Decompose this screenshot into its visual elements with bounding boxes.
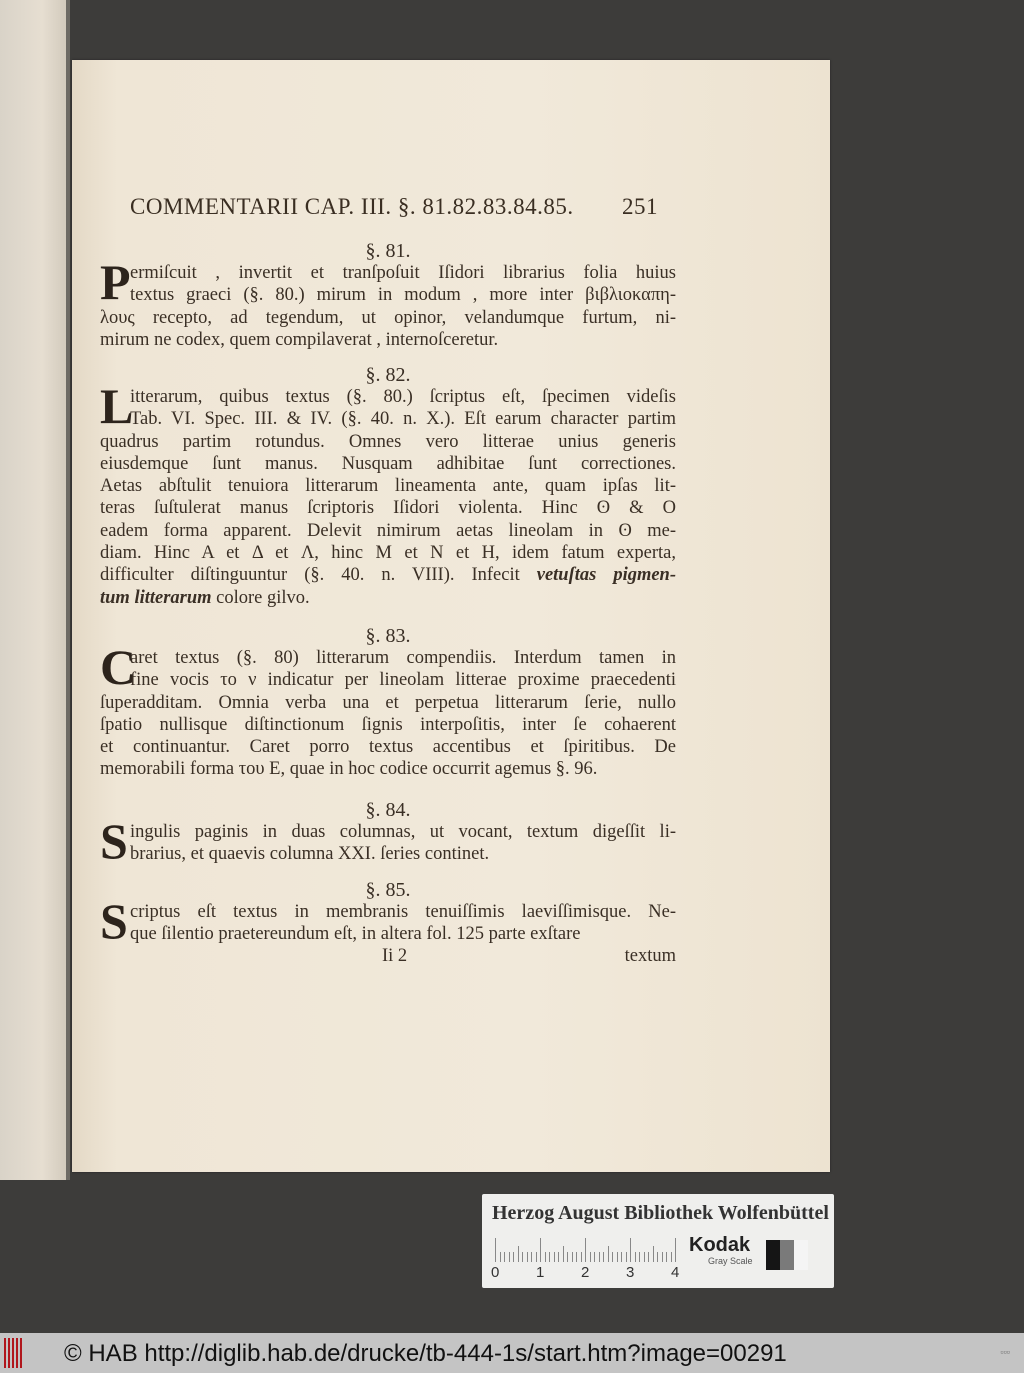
ruler-tick (594, 1252, 595, 1262)
copyright-url[interactable]: © HAB http://diglib.hab.de/drucke/tb-444-1s/start.htm?image=00291 (64, 1340, 787, 1367)
text-line: ermiſcuit , invertit et tranſpoſuit Iſidori librarius folia huius (130, 263, 676, 283)
ruler-tick (567, 1252, 568, 1262)
small-mark: ▫▫▫ (1000, 1347, 1010, 1357)
text-line: itterarum, quibus textus (§. 80.) ſcriptus eſt, ſpecimen videſis (130, 387, 676, 407)
scale-number: 3 (626, 1264, 635, 1281)
running-head-title: COMMENTARII CAP. III. §. 81.82.83.84.85. (130, 194, 574, 219)
viewer-footer (0, 1333, 1024, 1373)
ruler-tick (545, 1252, 546, 1262)
kodak-logo: Kodak (689, 1234, 751, 1256)
ruler-tick (585, 1238, 586, 1262)
ruler-tick (576, 1252, 577, 1262)
ruler-tick (603, 1252, 604, 1262)
text-line (100, 564, 676, 586)
ruler-tick (635, 1252, 636, 1262)
ruler-tick (626, 1252, 627, 1262)
section-heading: §. 83. (365, 625, 411, 647)
scale-number: 1 (536, 1264, 545, 1281)
ruler-tick (518, 1246, 519, 1262)
scale-number: 4 (671, 1264, 680, 1281)
ruler-tick (612, 1252, 613, 1262)
section-83 (100, 625, 676, 781)
ruler-tick (500, 1252, 501, 1262)
ruler-tick (554, 1252, 555, 1262)
ruler-tick (531, 1252, 532, 1262)
text-line: ſpatio nullisque diſtinctionum ſignis interpoſitis, inter ſe cohaerent (100, 714, 676, 735)
ruler-tick (648, 1252, 649, 1262)
drop-cap: P (100, 254, 131, 310)
ruler-tick (495, 1238, 496, 1262)
ruler-tick (558, 1252, 559, 1262)
scale-number: 2 (581, 1264, 590, 1281)
gray-scale-label: Gray Scale (708, 1256, 753, 1266)
signature-mark: Ii 2 (382, 946, 408, 966)
ruler-tick (581, 1252, 582, 1262)
text-segment: colore gilvo. (216, 587, 310, 608)
ruler-tick (671, 1252, 672, 1262)
section-heading: §. 84. (365, 799, 411, 821)
section-82 (100, 364, 676, 609)
ruler-tick (675, 1238, 676, 1262)
text-line: brarius, et quaevis columna XXI. ſeries continet. (130, 844, 490, 865)
section-81 (100, 240, 676, 351)
text-line: teras ſuſtulerat manus ſcriptoris Iſidori violenta. Hinc ʘ & O (100, 498, 676, 519)
section-heading: §. 85. (365, 879, 411, 901)
gray-patch-black (766, 1240, 780, 1270)
page-number: 251 (622, 194, 658, 219)
ruler-tick (549, 1252, 550, 1262)
ruler-tick (639, 1252, 640, 1262)
drop-cap: C (100, 639, 137, 695)
ruler-tick (572, 1252, 573, 1262)
book-gutter (66, 0, 70, 1180)
running-head (130, 194, 658, 220)
ruler-tick (504, 1252, 505, 1262)
ruler-tick (522, 1252, 523, 1262)
ruler-tick (527, 1252, 528, 1262)
text-line: Tab. VI. Spec. III. & IV. (§. 40. n. X.). Eſt earum character partim (130, 409, 676, 430)
text-line: que ſilentio praetereundum eſt, in altera fol. 125 parte exſtare (130, 924, 581, 945)
text-line: fine vocis το ν indicatur per lineolam litterae proxime praecedenti (130, 670, 676, 691)
gray-patch-white (794, 1240, 808, 1270)
text-line: eiusdemque ſunt manus. Nusquam adhibitae ſunt correctiones. (100, 453, 676, 474)
scale-number: 0 (491, 1264, 500, 1281)
institution-name: Herzog August Bibliothek Wolfenbüttel (492, 1202, 829, 1224)
text-line: Aetas abſtulit tenuiora litterarum lineamenta ante, quam ipſas lit- (100, 476, 676, 497)
ruler-tick (540, 1238, 541, 1262)
ruler-scale (495, 1238, 677, 1262)
text-line: criptus eſt textus in membranis tenuiſſimis laeviſſimisque. Ne- (130, 902, 676, 922)
drop-cap: S (100, 813, 128, 869)
ruler-tick (630, 1238, 631, 1262)
ruler-tick (662, 1252, 663, 1262)
hab-logo-icon (4, 1338, 24, 1368)
text-line: ingulis paginis in duas columnas, ut vocant, textum digeſſit li- (130, 822, 676, 842)
text-line: quadrus partim rotundus. Omnes vero litterae unius generis (100, 431, 676, 452)
section-85 (100, 879, 676, 949)
text-line: memorabili forma του E, quae in hoc codice occurrit agemus §. 96. (100, 759, 598, 780)
previous-page-edge (0, 0, 70, 1180)
text-line: eadem forma apparent. Delevit nimirum aetas lineolam in ʘ me- (100, 520, 676, 541)
ruler-tick (644, 1252, 645, 1262)
book-page (72, 60, 830, 1172)
text-line: et continuantur. Caret porro textus accentibus et ſpiritibus. De (100, 737, 676, 758)
ruler-tick (657, 1252, 658, 1262)
text-line: textus graeci (§. 80.) mirum in modum , more inter βιβλιοκαπη- (130, 285, 676, 306)
ruler-tick (563, 1246, 564, 1262)
text-line: mirum ne codex, quem compilaverat , internoſceretur. (100, 329, 499, 350)
ruler-tick (621, 1252, 622, 1262)
color-target-card (482, 1194, 834, 1288)
catchword: textum (624, 946, 676, 966)
text-line (100, 587, 676, 609)
ruler-tick (536, 1252, 537, 1262)
drop-cap: L (100, 378, 134, 434)
ruler-tick (608, 1246, 609, 1262)
text-segment: difficulter diſtinguuntur (§. 40. n. VIII). Infecit (100, 565, 537, 586)
gray-patch-mid (780, 1240, 794, 1270)
section-84 (100, 799, 676, 869)
section-heading: §. 82. (365, 364, 411, 386)
italic-segment: tum litterarum (100, 587, 212, 608)
text-line: λους recepto, ad tegendum, ut opinor, velandumque furtum, ni- (100, 307, 676, 328)
text-line: ſuperadditam. Omnia verba una et perpetua litterarum ſerie, nullo (100, 692, 676, 713)
ruler-tick (513, 1252, 514, 1262)
text-line: diam. Hinc A et Δ et Λ, hinc M et N et H, idem fatum experta, (100, 543, 676, 564)
ruler-tick (590, 1252, 591, 1262)
text-line: aret textus (§. 80) litterarum compendiis. Interdum tamen in (130, 648, 676, 668)
ruler-tick (599, 1252, 600, 1262)
drop-cap: S (100, 893, 128, 949)
ruler-tick (653, 1246, 654, 1262)
ruler-tick (666, 1252, 667, 1262)
ruler-tick (509, 1252, 510, 1262)
ruler-tick (617, 1252, 618, 1262)
italic-segment: vetuſtas pigmen- (536, 565, 677, 586)
section-heading: §. 81. (365, 240, 411, 262)
